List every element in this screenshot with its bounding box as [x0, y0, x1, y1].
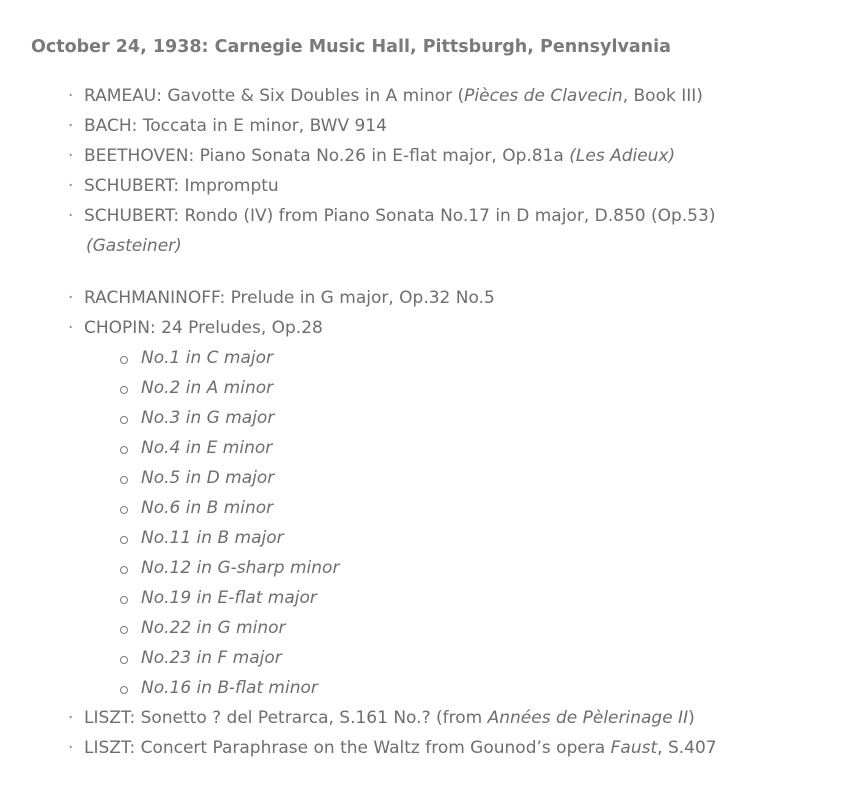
chopin-prelude-list [84, 343, 836, 703]
prelude-item: No.6 in B minor [84, 493, 836, 523]
prelude-item: No.11 in B major [84, 523, 836, 553]
prelude-item: No.23 in F major [84, 643, 836, 673]
circle-bullet-icon [120, 416, 128, 424]
prelude-item: No.4 in E minor [84, 433, 836, 463]
prelude-item: No.19 in E-flat major [84, 583, 836, 613]
bullet-icon: · [68, 738, 74, 758]
program-list [31, 81, 836, 763]
program-item-rachmaninoff: · RACHMANINOFF: Prelude in G major, Op.32 No.5 [31, 283, 836, 313]
bullet-icon: · [68, 206, 74, 226]
circle-bullet-icon [120, 536, 128, 544]
prelude-item: No.2 in A minor [84, 373, 836, 403]
program-item-chopin: · CHOPIN: 24 Preludes, Op.28 No.1 in C major No.2 in A minor No.3 in G major No.4 in E minor No.5 in D major No.6 in B minor No.11 in B major No.12 in G-sharp minor No.19 in E-flat major No.22 in G minor No.23 in F major No.16 in B-flat minor [31, 313, 836, 703]
bullet-icon: · [68, 318, 74, 338]
bullet-icon: · [68, 176, 74, 196]
program-item-schubert-impromptu: · SCHUBERT: Impromptu [31, 171, 836, 201]
prelude-item: No.3 in G major [84, 403, 836, 433]
bullet-icon: · [68, 288, 74, 308]
circle-bullet-icon [120, 596, 128, 604]
prelude-item: No.5 in D major [84, 463, 836, 493]
concert-entry [31, 36, 836, 763]
prelude-item: No.12 in G-sharp minor [84, 553, 836, 583]
prelude-item: No.1 in C major [84, 343, 836, 373]
circle-bullet-icon [120, 686, 128, 694]
circle-bullet-icon [120, 566, 128, 574]
program-item-schubert-rondo: · SCHUBERT: Rondo (IV) from Piano Sonata No.17 in D major, D.850 (Op.53) (Gasteiner) [31, 201, 836, 261]
circle-bullet-icon [120, 476, 128, 484]
bullet-icon: · [68, 146, 74, 166]
bullet-icon: · [68, 116, 74, 136]
concert-heading: October 24, 1938: Carnegie Music Hall, Pittsburgh, Pennsylvania [31, 37, 671, 57]
program-item-rameau: · RAMEAU: Gavotte & Six Doubles in A minor (Pièces de Clavecin, Book III) [31, 81, 836, 111]
program-item-beethoven: · BEETHOVEN: Piano Sonata No.26 in E-flat major, Op.81a (Les Adieux) [31, 141, 836, 171]
bullet-icon: · [68, 86, 74, 106]
circle-bullet-icon [120, 446, 128, 454]
prelude-item: No.16 in B-flat minor [84, 673, 836, 703]
program-item-liszt-faust: · LISZT: Concert Paraphrase on the Waltz from Gounod’s opera Faust, S.407 [31, 733, 836, 763]
circle-bullet-icon [120, 356, 128, 364]
bullet-icon: · [68, 708, 74, 728]
program-item-bach: · BACH: Toccata in E minor, BWV 914 [31, 111, 836, 141]
circle-bullet-icon [120, 506, 128, 514]
circle-bullet-icon [120, 656, 128, 664]
circle-bullet-icon [120, 626, 128, 634]
circle-bullet-icon [120, 386, 128, 394]
program-item-liszt-sonetto: · LISZT: Sonetto ? del Petrarca, S.161 No.? (from Années de Pèlerinage II) [31, 703, 836, 733]
prelude-item: No.22 in G minor [84, 613, 836, 643]
